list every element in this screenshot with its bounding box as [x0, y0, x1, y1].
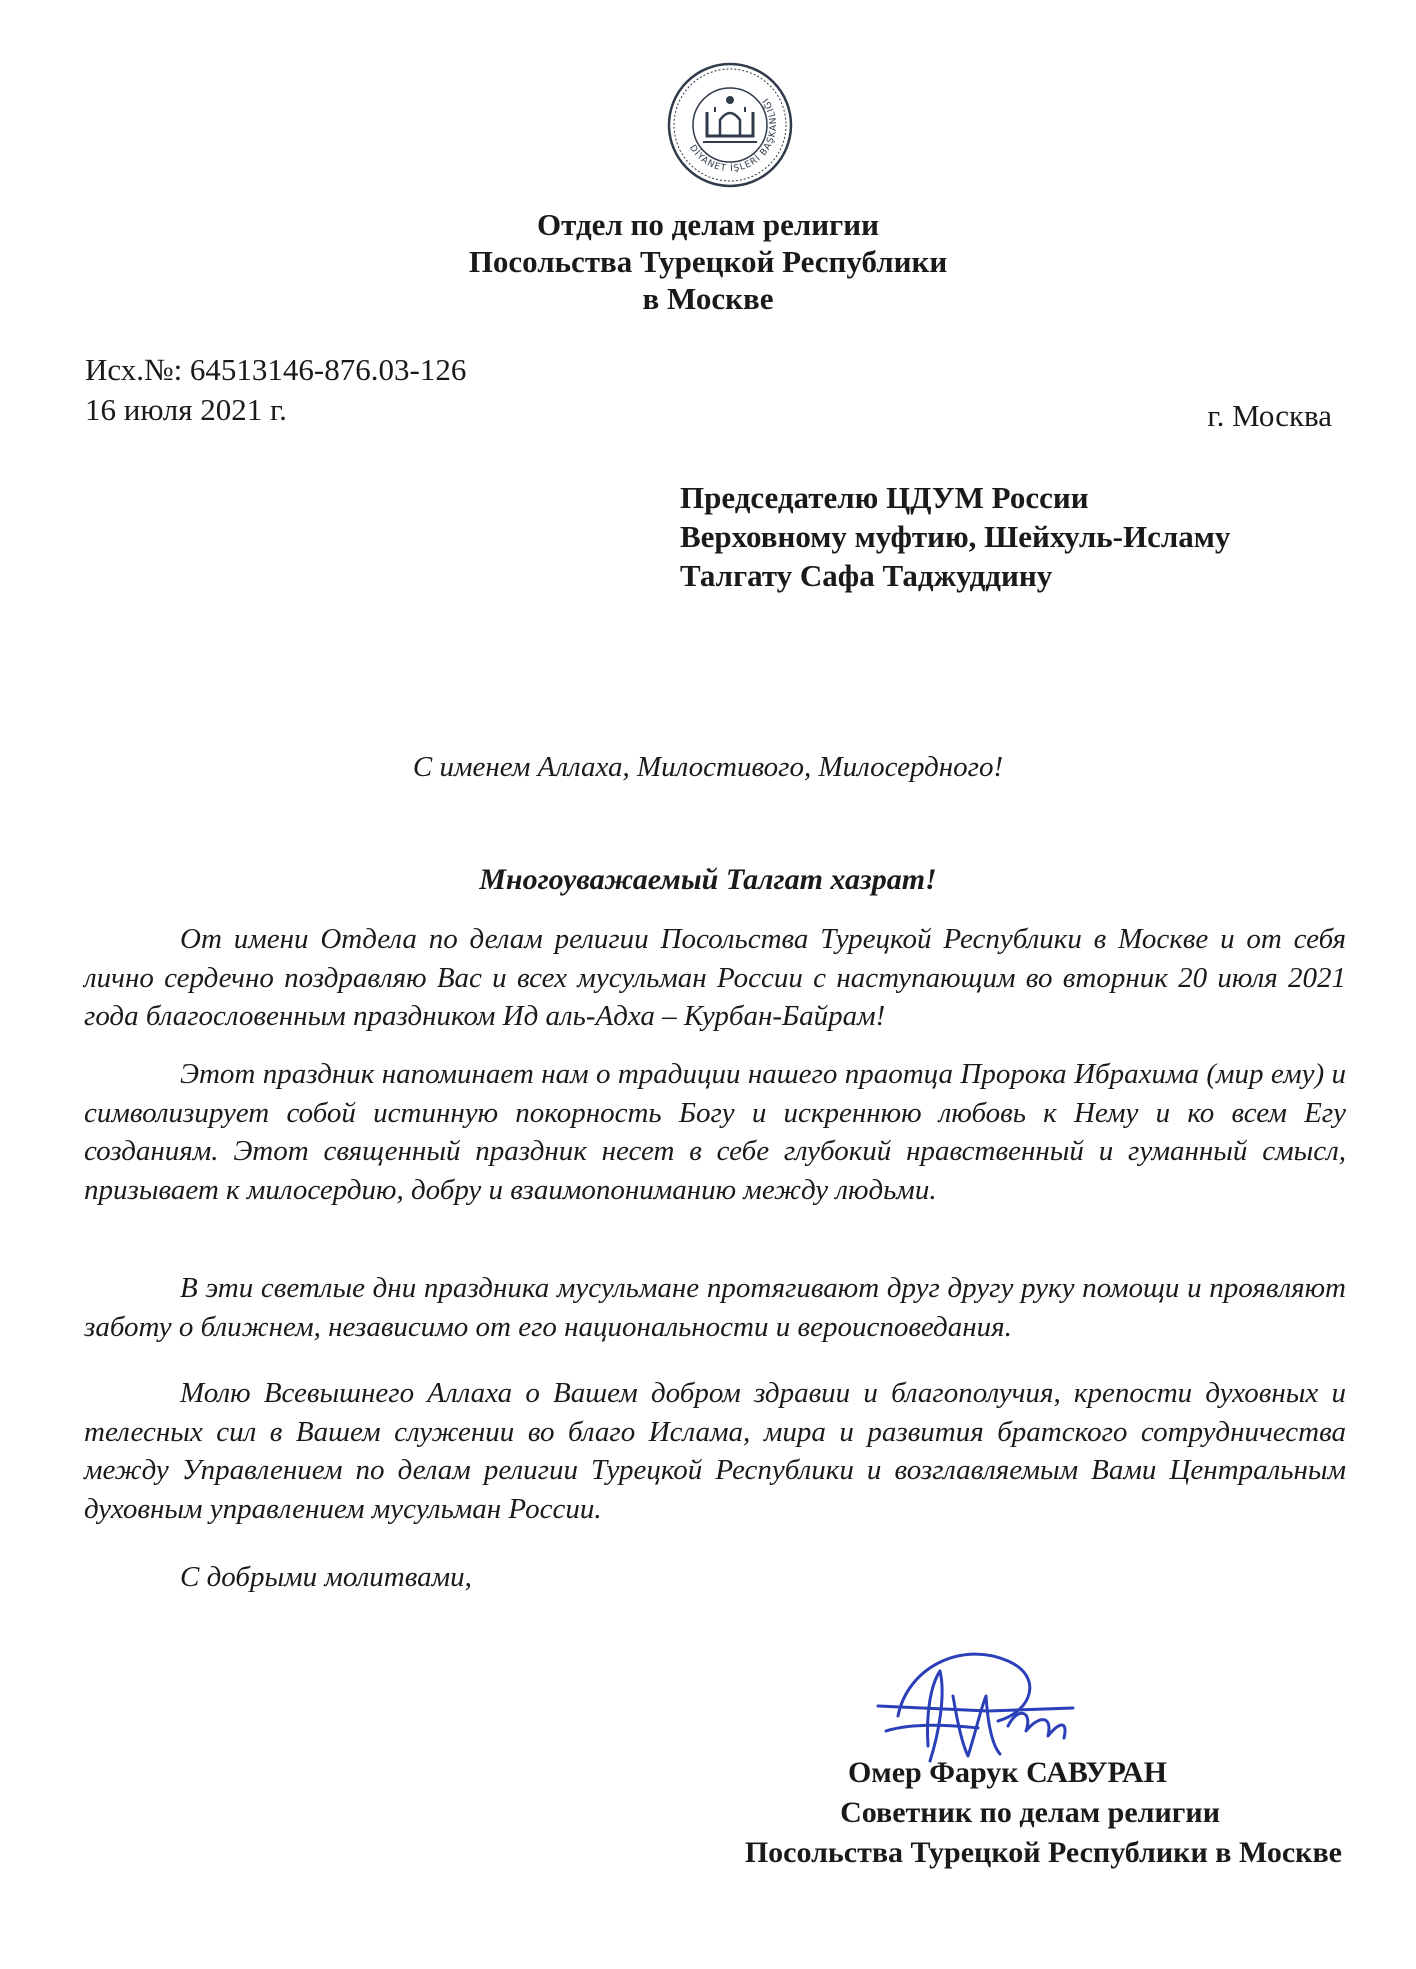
heading-line-3: в Москве	[642, 281, 774, 316]
paragraph-text: В эти светлые дни праздника мусульмане протягивают друг другу руку помощи и проявляют заботу о ближнем, независимо от его национальности и вероисповедания.	[84, 1272, 1346, 1343]
signer-block	[745, 1753, 1342, 1873]
letter-city: г. Москва	[1207, 398, 1332, 433]
paragraph-text: Этот праздник напоминает нам о традиции нашего праотца Пророка Ибрахима (мир ему) и символизирует собой истинную покорность Богу и искреннюю любовь к Нему и ко всем Егу созданиям. Этот священный праздник несет в себе глубокий нравственный и гуманный смысл, призывает к милосердию, добру и взаимопониманию между людьми.	[84, 1058, 1346, 1206]
diyanet-seal-icon	[665, 60, 795, 190]
paragraph-text: Молю Всевышнего Аллаха о Вашем добром здравии и благополучия, крепости духовных и телесных сил в Вашем служении во благо Ислама, мира и развития братского сотрудничества между Управлением по делам религии Турецкой Республики и возглавляемым Вами Центральным духовным управлением мусульман России.	[84, 1377, 1346, 1525]
paragraph-text: От имени Отдела по делам религии Посольства Турецкой Республики в Москве и от себя лично сердечно поздравляю Вас и всех мусульман России с наступающим во вторник 20 июля 2021 года благословенным праздником Ид аль-Адха – Курбан-Байрам!	[84, 923, 1346, 1032]
closing-line	[84, 1558, 1346, 1597]
body-paragraph-2	[84, 1055, 1346, 1209]
body-paragraph-3	[84, 1269, 1346, 1346]
addressee-line-3: Талгату Сафа Таджуддину	[680, 558, 1053, 593]
letter-date: 16 июля 2021 г.	[85, 392, 287, 427]
basmala: С именем Аллаха, Милостивого, Милосердного!	[412, 751, 1004, 783]
salutation: Многоуважаемый Талгат хазрат!	[479, 863, 937, 896]
reference-number: Исх.№: 64513146-876.03-126	[85, 352, 467, 387]
addressee-line-2: Верховному муфтию, Шейхуль-Исламу	[680, 519, 1231, 554]
body-paragraph-1	[84, 920, 1346, 1036]
department-heading	[0, 206, 1416, 317]
svg-text:DİYANET İŞLERİ BAŞKANLIĞI: DİYANET İŞLERİ BAŞKANLIĞI	[687, 95, 780, 175]
heading-line-1: Отдел по делам религии	[537, 207, 879, 242]
heading-line-2: Посольства Турецкой Республики	[468, 244, 948, 279]
closing-text: С добрыми молитвами,	[180, 1561, 472, 1593]
addressee-block	[680, 478, 1230, 595]
signer-organization: Посольства Турецкой Республики в Москве	[744, 1836, 1342, 1869]
signer-name: Омер Фарук САВУРАН	[847, 1756, 1167, 1789]
body-paragraph-4	[84, 1374, 1346, 1528]
signer-title: Советник по делам религии	[840, 1796, 1220, 1829]
addressee-line-1: Председателю ЦДУМ России	[680, 480, 1089, 515]
